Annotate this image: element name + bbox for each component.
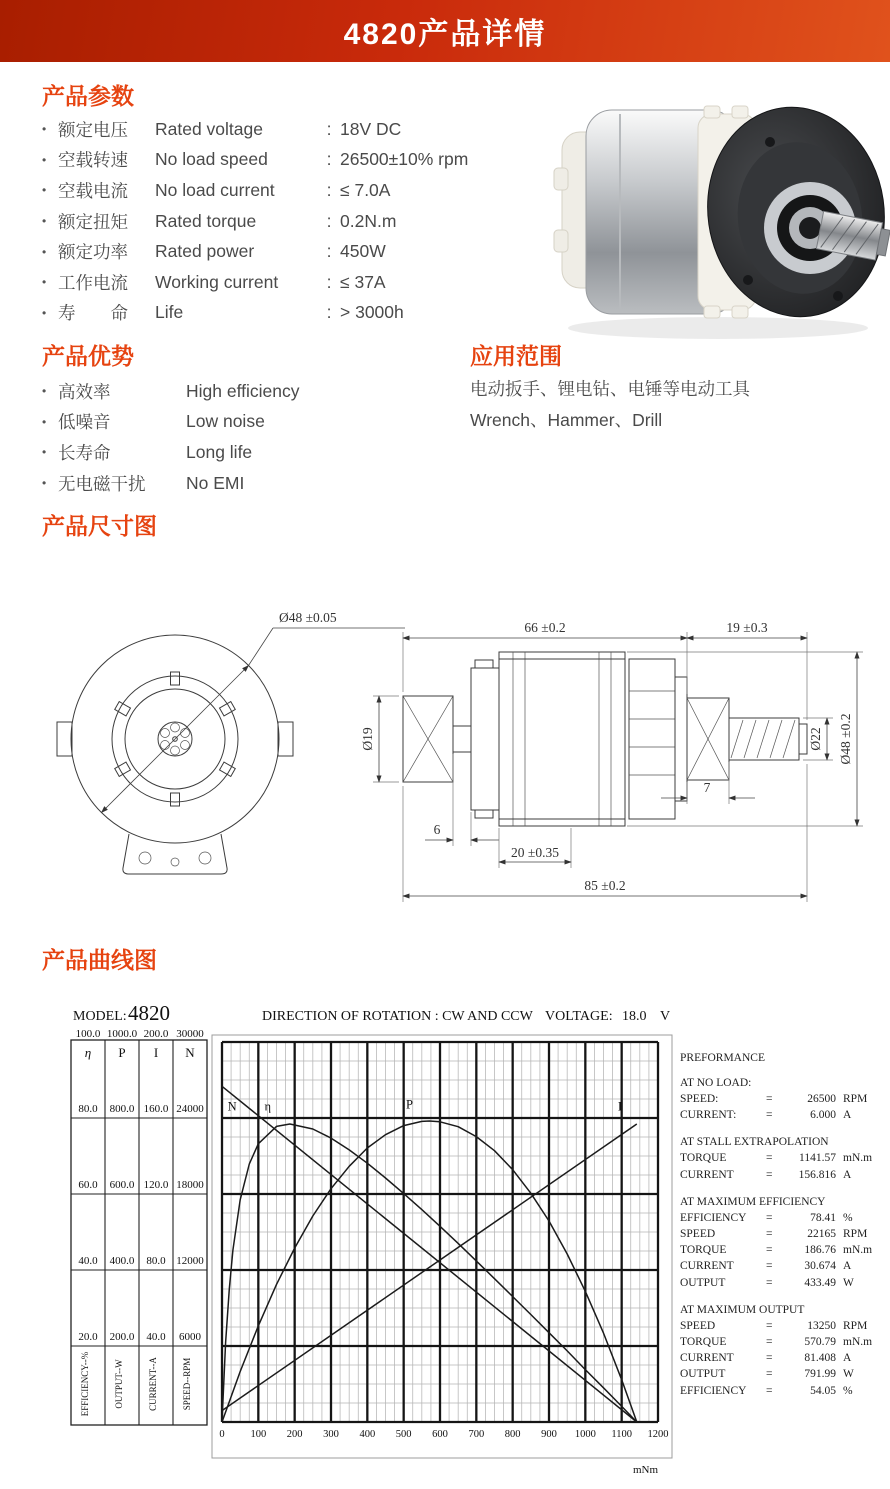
y-tick: 6000 [179,1331,201,1343]
x-tick-label: 300 [323,1429,339,1440]
page-title: 4820产品详情 [343,18,547,51]
bullet-icon: • [42,152,47,167]
param-colon: : [326,210,332,231]
dim-front-diameter: Ø48 ±0.05 [279,610,337,625]
y-tick: 120.0 [143,1179,169,1191]
x-tick-label: 0 [219,1429,225,1440]
y-tick: 80.0 [78,1103,98,1115]
param-colon: : [326,118,332,139]
perf-row [680,1226,885,1242]
perf-unit: W [843,1276,854,1289]
param-colon: : [326,149,332,170]
perf-equals: = [766,1260,773,1273]
curve-label-P: P [406,1097,413,1112]
perf-row [680,1334,885,1350]
advantage-row [42,437,349,468]
param-label-cn: 空载转速 [58,150,128,171]
param-value: > 3000h [340,302,404,323]
param-label-cn: 寿 命 [58,303,128,324]
param-value: ≤ 37A [340,271,386,292]
perf-equals: = [766,1168,773,1181]
application-line: Wrench、Hammer、Drill [470,409,663,430]
perf-label: TORQUE [680,1336,727,1349]
bullet-icon: • [42,414,47,429]
front-view [57,610,405,874]
advantage-list [42,376,349,498]
advantage-row [42,376,349,407]
x-tick-label: 1100 [611,1429,632,1440]
param-label-en: No load speed [155,149,268,170]
x-tick-label: 900 [541,1429,557,1440]
dim-mid-length: 20 ±0.35 [511,845,559,860]
y-tick: 24000 [176,1103,204,1115]
x-tick-label: 200 [286,1429,303,1440]
y-tick: 800.0 [109,1103,135,1115]
x-tick-label: 700 [468,1429,485,1440]
perf-value: 791.99 [804,1368,836,1381]
y-axis-symbol-current: I [153,1045,159,1060]
perf-row [680,1210,885,1226]
bullet-icon: • [42,275,47,290]
param-row [42,175,468,206]
x-axis-unit: mNm [632,1464,658,1476]
perf-unit: RPM [843,1228,868,1241]
section-heading-curves: 产品曲线图 [42,947,157,973]
perf-label: CURRENT [680,1352,734,1365]
param-label-en: Life [155,302,184,323]
advantage-cn: 长寿命 [58,442,111,463]
chart-voltage-value: 18.0 [622,1009,647,1024]
perf-equals: = [766,1276,773,1289]
perf-section [680,1077,885,1123]
dim-total-length: 85 ±0.2 [584,878,626,893]
perf-row [680,1258,885,1274]
y-axis-symbol-speed: N [185,1045,195,1060]
perf-equals: = [766,1211,773,1224]
performance-panel [680,1052,885,1399]
perf-unit: mN.m [843,1152,873,1165]
y-axis-top-power: 1000.0 [106,1028,138,1040]
param-row [42,114,468,145]
param-label-en: Rated voltage [155,118,263,139]
perf-equals: = [766,1336,773,1349]
perf-unit: mN.m [843,1336,873,1349]
y-axis-name-power: OUTPUT--W [114,1359,124,1409]
x-tick-label: 400 [359,1429,376,1440]
param-colon: : [326,302,332,323]
bullet-icon: • [42,122,47,137]
advantage-en: High efficiency [186,380,300,401]
perf-row [680,1275,885,1291]
bullet-icon: • [42,384,47,399]
x-tick-label: 1200 [647,1429,669,1440]
perf-label: SPEED [680,1319,716,1332]
x-tick-label: 800 [504,1429,521,1440]
perf-value: 6.000 [810,1109,836,1122]
dim-body-length: 66 ±0.2 [524,620,566,635]
perf-label: SPEED: [680,1093,719,1105]
perf-unit: A [843,1109,852,1122]
section-heading-params: 产品参数 [42,83,134,109]
y-scale-table [71,1040,207,1425]
y-axis-name-speed: SPEED--RPM [182,1357,192,1411]
perf-row [680,1318,885,1334]
param-row [42,236,468,267]
section-heading-advantages: 产品优势 [42,343,134,369]
param-value: 26500±10% rpm [340,149,469,170]
y-axis-top-eta: 100.0 [75,1028,101,1040]
advantage-row [42,407,349,438]
page-header [0,0,890,62]
advantage-en: Long life [186,441,253,462]
y-tick: 20.0 [78,1331,98,1343]
param-colon: : [326,179,332,200]
perf-equals: = [766,1152,773,1165]
perf-row [680,1150,885,1166]
perf-equals: = [766,1244,773,1257]
motor-photo-illustration [548,80,890,342]
perf-row [680,1350,885,1366]
section-heading-dimensions: 产品尺寸图 [42,513,157,539]
param-list [42,114,468,328]
x-tick-label: 500 [395,1429,412,1440]
perf-unit: RPM [843,1319,868,1332]
advantage-cn: 无电磁干扰 [58,473,146,494]
advantage-cn: 低噪音 [58,412,111,433]
chart-model-label: MODEL: [73,1009,127,1024]
y-axis-symbol-power: P [118,1045,126,1060]
param-row [42,298,468,329]
section-heading-applications: 应用范围 [470,343,562,369]
perf-unit: % [843,1211,853,1224]
perf-unit: A [843,1352,852,1365]
perf-section [680,1304,885,1399]
perf-equals: = [766,1368,773,1381]
perf-section-title: AT MAXIMUM OUTPUT [680,1303,805,1316]
y-tick: 80.0 [146,1255,166,1267]
bullet-icon: • [42,305,47,320]
perf-label: TORQUE [680,1152,727,1165]
param-value: 0.2N.m [340,210,397,231]
perf-label: OUTPUT [680,1276,726,1289]
perf-section-title: AT MAXIMUM EFFICIENCY [680,1195,826,1208]
y-axis-symbol-eta: η [84,1045,92,1060]
perf-value: 78.41 [810,1211,836,1224]
param-label-en: Working current [155,271,279,292]
dim-outer-diameter: Ø48 ±0.2 [838,713,853,765]
param-label-en: No load current [155,179,275,200]
perf-row [680,1167,885,1183]
dim-front-gap: 7 [703,780,711,795]
y-axis-top-speed: 30000 [176,1028,204,1040]
perf-value: 54.05 [810,1384,836,1397]
chart-rotation-label: DIRECTION OF ROTATION : CW AND CCW [262,1009,533,1024]
x-tick-label: 100 [250,1429,267,1440]
perf-value: 13250 [807,1319,836,1332]
advantage-cn: 高效率 [58,381,111,402]
perf-title: PREFORMANCE [680,1052,765,1064]
dimension-drawing-svg [25,546,875,931]
param-label-cn: 额定扭矩 [58,211,128,232]
param-row [42,267,468,298]
perf-unit: A [843,1168,852,1181]
application-line: 电动扳手、锂电钻、电锤等电动工具 [470,379,750,399]
perf-label: CURRENT [680,1260,734,1273]
perf-value: 30.674 [804,1260,836,1273]
advantage-en: Low noise [186,411,265,432]
curve-label-η: η [264,1099,272,1114]
param-label-en: Rated torque [155,210,257,231]
advantage-en: No EMI [186,472,245,493]
perf-value: 156.816 [798,1168,836,1181]
perf-section [680,1196,885,1291]
y-tick: 18000 [176,1179,204,1191]
perf-unit: RPM [843,1093,868,1105]
perf-unit: mN.m [843,1244,873,1257]
param-label-en: Rated power [155,241,255,262]
x-tick-label: 1000 [574,1429,596,1440]
perf-value: 26500 [807,1093,836,1105]
y-tick: 160.0 [143,1103,169,1115]
x-tick-label: 600 [432,1429,448,1440]
y-tick: 40.0 [146,1331,166,1343]
perf-label: SPEED [680,1228,716,1241]
perf-equals: = [766,1228,773,1241]
param-value: ≤ 7.0A [340,179,391,200]
perf-section-title: AT NO LOAD: [680,1077,752,1089]
perf-label: CURRENT [680,1168,734,1181]
perf-section [680,1136,885,1182]
param-label-cn: 额定功率 [58,242,128,263]
perf-label: EFFICIENCY [680,1211,747,1224]
bullet-icon: • [42,244,47,259]
curve-label-N: N [227,1099,237,1114]
param-label-cn: 额定电压 [58,119,128,140]
perf-section-title: AT STALL EXTRAPOLATION [680,1136,829,1149]
dimension-drawing [25,546,875,931]
perf-unit: A [843,1260,852,1273]
perf-label: TORQUE [680,1244,727,1257]
perf-equals: = [766,1384,773,1397]
bullet-icon: • [42,214,47,229]
perf-value: 22165 [807,1228,836,1241]
perf-value: 570.79 [804,1336,836,1349]
perf-row [680,1107,885,1123]
dim-fan-diameter: Ø19 [360,727,375,751]
perf-equals: = [766,1352,773,1365]
y-tick: 400.0 [109,1255,135,1267]
perf-label: OUTPUT [680,1368,726,1381]
side-view [360,620,863,902]
chart-voltage-unit: V [660,1009,671,1024]
bullet-icon: • [42,183,47,198]
advantage-row [42,468,349,499]
y-tick: 200.0 [109,1331,135,1343]
bullet-icon: • [42,445,47,460]
y-axis-name-eta: EFFICIENCY--% [80,1351,90,1417]
param-label-cn: 空载电流 [58,180,128,201]
perf-row [680,1091,885,1107]
bullet-icon: • [42,476,47,491]
perf-equals: = [766,1109,773,1122]
y-tick: 600.0 [109,1179,135,1191]
perf-value: 81.408 [804,1352,836,1365]
perf-unit: W [843,1368,854,1381]
application-lines [470,374,750,435]
chart-voltage-label: VOLTAGE: [545,1009,613,1024]
perf-unit: % [843,1384,853,1397]
perf-equals: = [766,1093,773,1105]
y-tick: 60.0 [78,1179,98,1191]
dim-gear-diameter: Ø22 [808,727,823,751]
perf-label: EFFICIENCY [680,1384,747,1397]
perf-row [680,1383,885,1399]
param-row [42,206,468,237]
y-axis-top-current: 200.0 [143,1028,169,1040]
perf-value: 186.76 [804,1244,836,1257]
param-row [42,145,468,176]
perf-equals: = [766,1319,773,1332]
chart-model-value: 4820 [128,1001,170,1025]
dim-shaft-length: 19 ±0.3 [726,620,768,635]
perf-value: 433.49 [804,1276,836,1289]
y-tick: 12000 [176,1255,204,1267]
perf-value: 1141.57 [799,1152,836,1165]
product-photo [548,80,890,342]
param-colon: : [326,271,332,292]
curve-label-I: I [617,1099,622,1114]
perf-label: CURRENT: [680,1109,737,1122]
y-axis-name-current: CURRENT--A [148,1357,158,1411]
param-label-cn: 工作电流 [58,272,128,293]
perf-row [680,1242,885,1258]
perf-row [680,1366,885,1382]
y-tick: 40.0 [78,1255,98,1267]
dim-rear-gap: 6 [433,822,441,837]
param-value: 18V DC [340,118,402,139]
param-value: 450W [340,241,386,262]
param-colon: : [326,241,332,262]
